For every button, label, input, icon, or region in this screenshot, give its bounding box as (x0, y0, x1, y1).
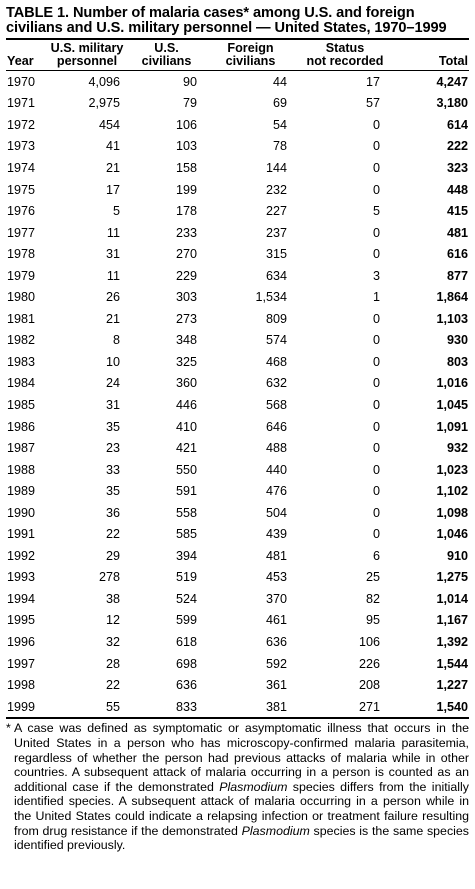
table-row (6, 588, 469, 610)
cell-us-civilians: 106 (175, 117, 197, 132)
cell-status-not-recorded: 208 (358, 678, 380, 693)
cell-status-not-recorded: 0 (372, 527, 380, 542)
cell-foreign-civilians: 232 (265, 182, 287, 197)
cell-military: 23 (105, 441, 120, 456)
cell-foreign-civilians: 634 (265, 268, 287, 283)
cell-foreign-civilians: 69 (272, 96, 287, 111)
footnote-text-3: species is the same species identified previously. (14, 823, 469, 853)
cell-status-not-recorded: 25 (365, 570, 380, 585)
table-row (6, 286, 469, 308)
table-row (6, 243, 469, 265)
table-row (6, 93, 469, 115)
cell-total: 1,023 (436, 462, 468, 477)
cell-us-civilians: 178 (175, 204, 197, 219)
cell-us-civilians: 79 (182, 96, 197, 111)
footnote-marker: * (6, 721, 11, 736)
cell-foreign-civilians: 481 (265, 548, 287, 563)
cell-total: 1,167 (436, 613, 468, 628)
cell-military: 41 (105, 139, 120, 154)
cell-foreign-civilians: 78 (272, 139, 287, 154)
cell-foreign-civilians: 54 (272, 117, 287, 132)
header-military-line1: U.S. military (50, 41, 124, 55)
cell-us-civilians: 270 (175, 247, 197, 262)
cell-year: 1971 (7, 96, 36, 111)
cell-military: 11 (106, 225, 120, 240)
table-row (6, 674, 469, 696)
cell-year: 1986 (7, 419, 36, 434)
header-status (296, 40, 394, 71)
table-row (6, 502, 469, 524)
cell-military: 38 (105, 591, 120, 606)
cell-year: 1997 (7, 656, 36, 671)
cell-military: 24 (105, 376, 120, 391)
cell-foreign-civilians: 461 (265, 613, 287, 628)
cell-status-not-recorded: 226 (358, 656, 380, 671)
header-us-civilians (128, 40, 205, 71)
cell-status-not-recorded: 0 (372, 462, 380, 477)
cell-military: 35 (105, 484, 120, 499)
cell-foreign-civilians: 439 (265, 527, 287, 542)
cell-status-not-recorded: 0 (372, 397, 380, 412)
cell-military: 2,975 (88, 96, 120, 111)
cell-foreign-civilians: 315 (265, 247, 287, 262)
cell-us-civilians: 303 (175, 290, 197, 305)
cell-total: 323 (446, 160, 468, 175)
header-foreign-line2: civilians (225, 54, 276, 68)
cell-total: 222 (446, 139, 468, 154)
cell-us-civilians: 636 (175, 678, 197, 693)
malaria-cases-table (6, 40, 469, 719)
cell-year: 1988 (7, 462, 36, 477)
cell-total: 415 (446, 204, 468, 219)
cell-total: 4,247 (436, 74, 468, 89)
header-total: Total (438, 54, 468, 68)
cell-military: 17 (105, 182, 120, 197)
cell-status-not-recorded: 0 (372, 354, 380, 369)
cell-total: 3,180 (436, 96, 468, 111)
cell-total: 1,016 (436, 376, 468, 391)
cell-status-not-recorded: 0 (372, 419, 380, 434)
cell-status-not-recorded: 0 (372, 441, 380, 456)
cell-status-not-recorded: 57 (365, 96, 380, 111)
table-row (6, 545, 469, 567)
table-row (6, 71, 469, 93)
cell-year: 1995 (7, 613, 36, 628)
cell-year: 1973 (7, 139, 36, 154)
footnote-text-1: A case was defined as symptomatic or asymptomatic illness that occurs in the United States in a person who has microscopy-confirmed malaria parasitemia, regardless of whether the person had previous attacks of malaria while in other countries. A subsequent attack of malaria occurring in a person is counted as an additional case if the demonstrated (14, 721, 469, 794)
cell-status-not-recorded: 1 (372, 290, 380, 305)
cell-us-civilians: 519 (175, 570, 197, 585)
cell-military: 26 (105, 290, 120, 305)
cell-total: 616 (446, 247, 468, 262)
table-header (6, 40, 469, 71)
cell-military: 35 (105, 419, 120, 434)
cell-foreign-civilians: 574 (265, 333, 287, 348)
table-row (6, 265, 469, 287)
cell-us-civilians: 585 (175, 527, 197, 542)
cell-foreign-civilians: 440 (265, 462, 287, 477)
cell-foreign-civilians: 476 (265, 484, 287, 499)
cell-military: 33 (105, 462, 120, 477)
header-foreign-civilians (205, 40, 296, 71)
table-row (6, 653, 469, 675)
cell-total: 1,091 (436, 419, 468, 434)
cell-year: 1985 (7, 397, 36, 412)
cell-status-not-recorded: 0 (372, 505, 380, 520)
cell-year: 1982 (7, 333, 36, 348)
cell-foreign-civilians: 488 (265, 441, 287, 456)
table-row (6, 200, 469, 222)
cell-military: 29 (105, 548, 120, 563)
cell-total: 877 (446, 268, 468, 283)
cell-year: 1975 (7, 182, 36, 197)
table-row (6, 523, 469, 545)
cell-us-civilians: 325 (175, 354, 197, 369)
cell-status-not-recorded: 0 (372, 247, 380, 262)
cell-us-civilians: 550 (175, 462, 197, 477)
cell-us-civilians: 348 (175, 333, 197, 348)
cell-status-not-recorded: 5 (372, 204, 380, 219)
table-row (6, 416, 469, 438)
table-row (6, 480, 469, 502)
cell-status-not-recorded: 0 (372, 117, 380, 132)
cell-us-civilians: 410 (175, 419, 197, 434)
cell-military: 5 (112, 204, 120, 219)
cell-us-civilians: 591 (175, 484, 197, 499)
cell-status-not-recorded: 0 (372, 376, 380, 391)
cell-total: 803 (446, 354, 468, 369)
header-status-line1: Status (325, 41, 365, 55)
table-row (6, 114, 469, 136)
cell-foreign-civilians: 809 (265, 311, 287, 326)
cell-year: 1989 (7, 484, 36, 499)
table-row (6, 136, 469, 158)
cell-total: 481 (446, 225, 468, 240)
cell-foreign-civilians: 237 (265, 225, 287, 240)
cell-status-not-recorded: 17 (365, 74, 380, 89)
cell-status-not-recorded: 106 (358, 634, 380, 649)
cell-military: 36 (105, 505, 120, 520)
cell-year: 1990 (7, 505, 36, 520)
cell-year: 1980 (7, 290, 36, 305)
cell-total: 1,540 (436, 699, 468, 714)
header-us-civilians-line2: civilians (141, 54, 192, 68)
cell-total: 1,103 (436, 311, 468, 326)
cell-total: 1,392 (436, 634, 468, 649)
cell-total: 1,275 (436, 570, 468, 585)
cell-foreign-civilians: 44 (272, 74, 287, 89)
cell-foreign-civilians: 144 (265, 160, 287, 175)
header-military-line2: personnel (56, 54, 118, 68)
table-row (6, 179, 469, 201)
cell-total: 1,098 (436, 505, 468, 520)
cell-foreign-civilians: 592 (265, 656, 287, 671)
cell-military: 11 (106, 268, 120, 283)
cell-foreign-civilians: 568 (265, 397, 287, 412)
cell-military: 278 (98, 570, 120, 585)
cell-status-not-recorded: 0 (372, 182, 380, 197)
cell-military: 31 (105, 397, 120, 412)
cell-status-not-recorded: 0 (372, 225, 380, 240)
cell-total: 448 (446, 182, 468, 197)
header-military (46, 40, 128, 71)
cell-military: 21 (105, 160, 120, 175)
cell-foreign-civilians: 361 (265, 678, 287, 693)
cell-us-civilians: 558 (175, 505, 197, 520)
cell-foreign-civilians: 370 (265, 591, 287, 606)
cell-year: 1974 (7, 160, 36, 175)
table-row (6, 308, 469, 330)
cell-us-civilians: 360 (175, 376, 197, 391)
cell-foreign-civilians: 504 (265, 505, 287, 520)
cell-us-civilians: 446 (175, 397, 197, 412)
cell-year: 1987 (7, 441, 36, 456)
cell-military: 31 (105, 247, 120, 262)
cell-foreign-civilians: 468 (265, 354, 287, 369)
footnote-italic-2: Plasmodium (241, 823, 310, 838)
cell-total: 1,227 (436, 678, 468, 693)
cell-total: 1,102 (436, 484, 468, 499)
cell-us-civilians: 103 (175, 139, 197, 154)
header-year: Year (7, 54, 34, 68)
cell-year: 1999 (7, 699, 36, 714)
footnote-text-2: species differs from the initially identified species. A subsequent attack of malaria occurring in a person while in the United States could indicate a relapsing infection or treatment failure resulting from drug resistance if the demonstrated (14, 779, 469, 838)
cell-year: 1981 (7, 311, 36, 326)
header-us-civilians-line1: U.S. (154, 41, 179, 55)
cell-year: 1976 (7, 204, 36, 219)
cell-total: 1,544 (436, 656, 468, 671)
cell-total: 1,014 (436, 591, 468, 606)
table-row (6, 373, 469, 395)
table-row (6, 222, 469, 244)
cell-us-civilians: 618 (175, 634, 197, 649)
table-body (6, 71, 469, 719)
table-row (6, 696, 469, 719)
cell-foreign-civilians: 636 (265, 634, 287, 649)
cell-total: 1,045 (436, 397, 468, 412)
cell-us-civilians: 199 (175, 182, 197, 197)
cell-year: 1972 (7, 117, 36, 132)
cell-military: 22 (105, 678, 120, 693)
cell-us-civilians: 229 (175, 268, 197, 283)
cell-status-not-recorded: 271 (358, 699, 380, 714)
cell-us-civilians: 394 (175, 548, 197, 563)
cell-us-civilians: 599 (175, 613, 197, 628)
cell-foreign-civilians: 227 (265, 204, 287, 219)
cell-total: 910 (446, 548, 468, 563)
table-row (6, 631, 469, 653)
cell-status-not-recorded: 6 (372, 548, 380, 563)
cell-year: 1992 (7, 548, 36, 563)
cell-total: 930 (446, 333, 468, 348)
cell-year: 1993 (7, 570, 36, 585)
header-status-line2: not recorded (306, 54, 384, 68)
cell-us-civilians: 698 (175, 656, 197, 671)
cell-military: 22 (105, 527, 120, 542)
cell-us-civilians: 524 (175, 591, 197, 606)
cell-total: 1,864 (436, 290, 468, 305)
cell-military: 4,096 (88, 74, 120, 89)
cell-status-not-recorded: 95 (365, 613, 380, 628)
cell-total: 932 (446, 441, 468, 456)
cell-military: 10 (105, 354, 120, 369)
cell-military: 32 (105, 634, 120, 649)
footnote (6, 721, 469, 852)
cell-year: 1991 (7, 527, 36, 542)
cell-status-not-recorded: 0 (372, 160, 380, 175)
table-row (6, 157, 469, 179)
table-title: TABLE 1. Number of malaria cases* among U.S. and foreign civilians and U.S. military personnel — United States, 1970–1999 (6, 5, 447, 36)
cell-us-civilians: 158 (175, 160, 197, 175)
table-row (6, 330, 469, 352)
cell-status-not-recorded: 0 (372, 333, 380, 348)
cell-total: 1,046 (436, 527, 468, 542)
header-foreign-line1: Foreign (227, 41, 274, 55)
cell-us-civilians: 833 (175, 699, 197, 714)
cell-year: 1994 (7, 591, 36, 606)
footnote-italic-1: Plasmodium (219, 779, 288, 794)
cell-status-not-recorded: 82 (365, 591, 380, 606)
table-row (6, 567, 469, 589)
cell-year: 1998 (7, 678, 36, 693)
cell-total: 614 (446, 117, 468, 132)
cell-year: 1979 (7, 268, 36, 283)
table-row (6, 459, 469, 481)
cell-foreign-civilians: 453 (265, 570, 287, 585)
table-row (6, 351, 469, 373)
cell-year: 1970 (7, 74, 36, 89)
cell-us-civilians: 233 (175, 225, 197, 240)
cell-year: 1984 (7, 376, 36, 391)
cell-military: 21 (105, 311, 120, 326)
cell-year: 1978 (7, 247, 36, 262)
cell-year: 1983 (7, 354, 36, 369)
cell-us-civilians: 421 (175, 441, 197, 456)
cell-year: 1977 (7, 225, 36, 240)
cell-status-not-recorded: 0 (372, 311, 380, 326)
cell-military: 55 (105, 699, 120, 714)
cell-foreign-civilians: 1,534 (255, 290, 287, 305)
cell-us-civilians: 273 (175, 311, 197, 326)
cell-status-not-recorded: 3 (372, 268, 380, 283)
cell-year: 1996 (7, 634, 36, 649)
table-row (6, 394, 469, 416)
cell-status-not-recorded: 0 (372, 484, 380, 499)
cell-foreign-civilians: 646 (265, 419, 287, 434)
cell-status-not-recorded: 0 (372, 139, 380, 154)
cell-foreign-civilians: 632 (265, 376, 287, 391)
cell-military: 28 (105, 656, 120, 671)
cell-military: 454 (98, 117, 120, 132)
table-row (6, 610, 469, 632)
table-row (6, 437, 469, 459)
cell-foreign-civilians: 381 (265, 699, 287, 714)
cell-military: 8 (112, 333, 120, 348)
cell-military: 12 (105, 613, 120, 628)
cell-us-civilians: 90 (182, 74, 197, 89)
